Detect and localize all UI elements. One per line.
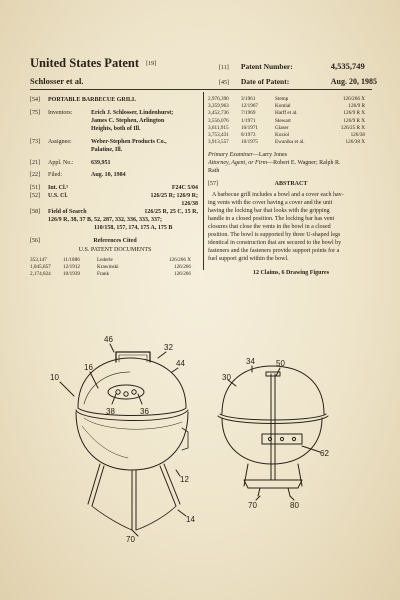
claims-summary: 12 Claims, 6 Drawing Figures bbox=[252, 270, 330, 277]
invention-title: PORTABLE BARBECUE GRILL bbox=[48, 97, 137, 103]
refs-code: [56] bbox=[30, 238, 40, 244]
uscl-code: [52] bbox=[30, 193, 40, 199]
ref-label: 16 bbox=[84, 363, 93, 372]
abstract-line: A barbecue grill includes a bowl and a cover each hav- bbox=[212, 192, 344, 199]
intcl-label: Int. Cl.³ bbox=[48, 185, 68, 191]
filed-date: Aug. 10, 1984 bbox=[91, 172, 126, 178]
abstract-line: handle in a closed position. The locking bar has vent bbox=[208, 216, 335, 223]
filed-label: Filed: bbox=[48, 172, 63, 178]
title-code-54: [54] bbox=[30, 97, 40, 103]
assignee-label: Assignee: bbox=[48, 139, 72, 145]
assignee-line: Palatine, Ill. bbox=[91, 147, 123, 153]
inventor-line: Erich J. Schlosser, Lindenhurst; bbox=[91, 110, 174, 116]
int-cl-row bbox=[30, 184, 200, 192]
ref-label: 62 bbox=[320, 449, 329, 458]
reference-row: 3,359,963 12/1967 Kontial 126/9 R bbox=[208, 103, 365, 110]
intcl-value: F24C 5/04 bbox=[171, 185, 198, 191]
patent-number: 4,535,749 bbox=[330, 61, 365, 71]
inventor-line: James C. Stephen, Arlington bbox=[91, 118, 165, 124]
field-label: Field of Search bbox=[48, 209, 87, 215]
ref-label: 34 bbox=[246, 357, 255, 366]
ref-label: 14 bbox=[186, 515, 195, 524]
patent-number-code: [11] bbox=[219, 65, 229, 71]
left-column bbox=[30, 96, 200, 279]
title-text: United States Patent bbox=[30, 56, 140, 70]
references-title: References Cited bbox=[93, 238, 137, 244]
uscl-value-2: 126/38 bbox=[181, 201, 198, 207]
ref-label: 30 bbox=[222, 373, 231, 382]
abstract-line: having the locking bar that looks with the gripping bbox=[208, 208, 330, 215]
column-divider bbox=[203, 92, 204, 270]
abstract-body bbox=[208, 191, 374, 263]
figure-1-grill bbox=[60, 344, 188, 536]
appl-code: [21] bbox=[30, 160, 40, 166]
abstract-title: ABSTRACT bbox=[274, 181, 308, 188]
header-divider bbox=[30, 89, 372, 90]
figure-reference-labels bbox=[50, 335, 329, 544]
uscl-value: 126/25 R; 126/9 R; bbox=[150, 193, 198, 199]
ref-label: 38 bbox=[106, 407, 115, 416]
appl-number: 639,951 bbox=[91, 160, 111, 166]
abstract-line: ing vents with the cover having a cover and the unit bbox=[208, 200, 333, 207]
reference-row: 3,611,915 10/1971 Glaser 126/25 R X bbox=[208, 124, 365, 131]
reference-row: 353,147 11/1886 Lederle 126/266 X bbox=[30, 257, 191, 263]
abstract-code: [57] bbox=[208, 181, 218, 188]
patent-date: Aug. 20, 1985 bbox=[330, 77, 377, 86]
abstract-line: fasteners and the fasteners provide support points for a bbox=[208, 248, 340, 255]
references-subtitle: U.S. PATENT DOCUMENTS bbox=[78, 247, 152, 253]
reference-row: 3,753,431 8/1973 Koziol 126/38 bbox=[208, 132, 365, 139]
appl-label: Appl. No.: bbox=[48, 160, 74, 166]
reference-row: 3,913,557 10/1975 Ewanika et al. 126/38 X bbox=[208, 139, 365, 146]
field-value: 126/25 R, 25 C, 15 R, bbox=[144, 209, 198, 215]
left-references-table bbox=[30, 257, 200, 279]
assignee-code: [73] bbox=[30, 139, 40, 145]
reference-row: 2,976,390 3/1961 Stemp 126/266 X bbox=[208, 96, 365, 102]
inventor-line: Heights, both of Ill. bbox=[91, 126, 141, 132]
ref-label: 50 bbox=[276, 359, 285, 368]
ref-label: 46 bbox=[104, 335, 113, 344]
uscl-label: U.S. Cl. bbox=[48, 193, 68, 199]
filed-code: [22] bbox=[30, 172, 40, 178]
ref-label: 12 bbox=[180, 475, 189, 484]
attorney-name-cont: Rath bbox=[208, 168, 220, 175]
attorney-label: Attorney, Agent, or Firm bbox=[208, 160, 268, 167]
abstract-line: fuel support grid within the bowl. bbox=[208, 256, 289, 263]
application-number-row bbox=[30, 159, 200, 167]
patent-drawing bbox=[0, 330, 400, 600]
ref-label: 10 bbox=[50, 373, 59, 382]
inventors-label: Inventors: bbox=[48, 110, 73, 116]
figure-2-section bbox=[218, 366, 328, 500]
field-code: [58] bbox=[30, 209, 40, 215]
attorney-name: —Robert E. Wagner; Ralph R. bbox=[267, 160, 341, 167]
patent-date-row bbox=[219, 77, 377, 86]
ref-label: 44 bbox=[176, 359, 185, 368]
ref-label: 36 bbox=[140, 407, 149, 416]
title-code: [19] bbox=[146, 60, 157, 67]
invention-title-row bbox=[30, 96, 200, 104]
date-code: [45] bbox=[219, 80, 229, 86]
right-column bbox=[208, 96, 374, 277]
assignee-block bbox=[30, 138, 200, 154]
abstract-line: closures that close the vents in the bowl in a closed bbox=[208, 224, 331, 231]
patent-number-label: Patent Number: bbox=[240, 62, 293, 71]
examiner-name: —Larry Jones bbox=[252, 152, 287, 159]
patent-office-title bbox=[30, 56, 156, 72]
reference-row: 2,174,824 10/1939 Frank 126/266 bbox=[30, 271, 191, 278]
field-of-search-row bbox=[30, 208, 200, 216]
references-heading-row bbox=[30, 237, 200, 245]
date-label: Date of Patent: bbox=[240, 77, 290, 86]
ref-label: 70 bbox=[248, 501, 257, 510]
abstract-heading-row bbox=[208, 180, 374, 188]
attorney-row bbox=[208, 159, 374, 167]
reference-row: 3,556,076 1/1971 Stewart 126/9 R X bbox=[208, 117, 365, 124]
inventors-code: [75] bbox=[30, 110, 40, 116]
ref-label: 70 bbox=[126, 535, 135, 544]
field-line: 110/158, 157, 174, 175 A, 175 B bbox=[94, 225, 173, 231]
right-references-table bbox=[208, 96, 374, 146]
reference-row: 1,045,857 12/1912 Krawinski 126/266 bbox=[30, 264, 191, 271]
intcl-code: [51] bbox=[30, 185, 40, 191]
field-line: 126/9 R, 38, 37 B, 52, 287, 332, 336, 333, 337; bbox=[48, 217, 162, 223]
filed-row bbox=[30, 171, 200, 179]
abstract-line: identical in construction that are secured to the bowl by bbox=[208, 240, 342, 247]
patent-number-row bbox=[219, 61, 365, 71]
examiner-row bbox=[208, 151, 374, 159]
examiner-label: Primary Examiner bbox=[208, 152, 253, 159]
assignee-line: Weber-Stephen Products Co., bbox=[91, 139, 167, 145]
abstract-line: position. The bowl is supported by three U-shaped legs bbox=[208, 232, 341, 239]
ref-label: 80 bbox=[290, 501, 299, 510]
reference-row: 3,452,736 7/1969 Harff et al. 126/9 R X bbox=[208, 110, 365, 117]
ref-label: 32 bbox=[164, 343, 173, 352]
inventors-short: Schlosser et al. bbox=[30, 76, 84, 86]
us-cl-row bbox=[30, 192, 200, 200]
inventors-block bbox=[30, 109, 200, 133]
